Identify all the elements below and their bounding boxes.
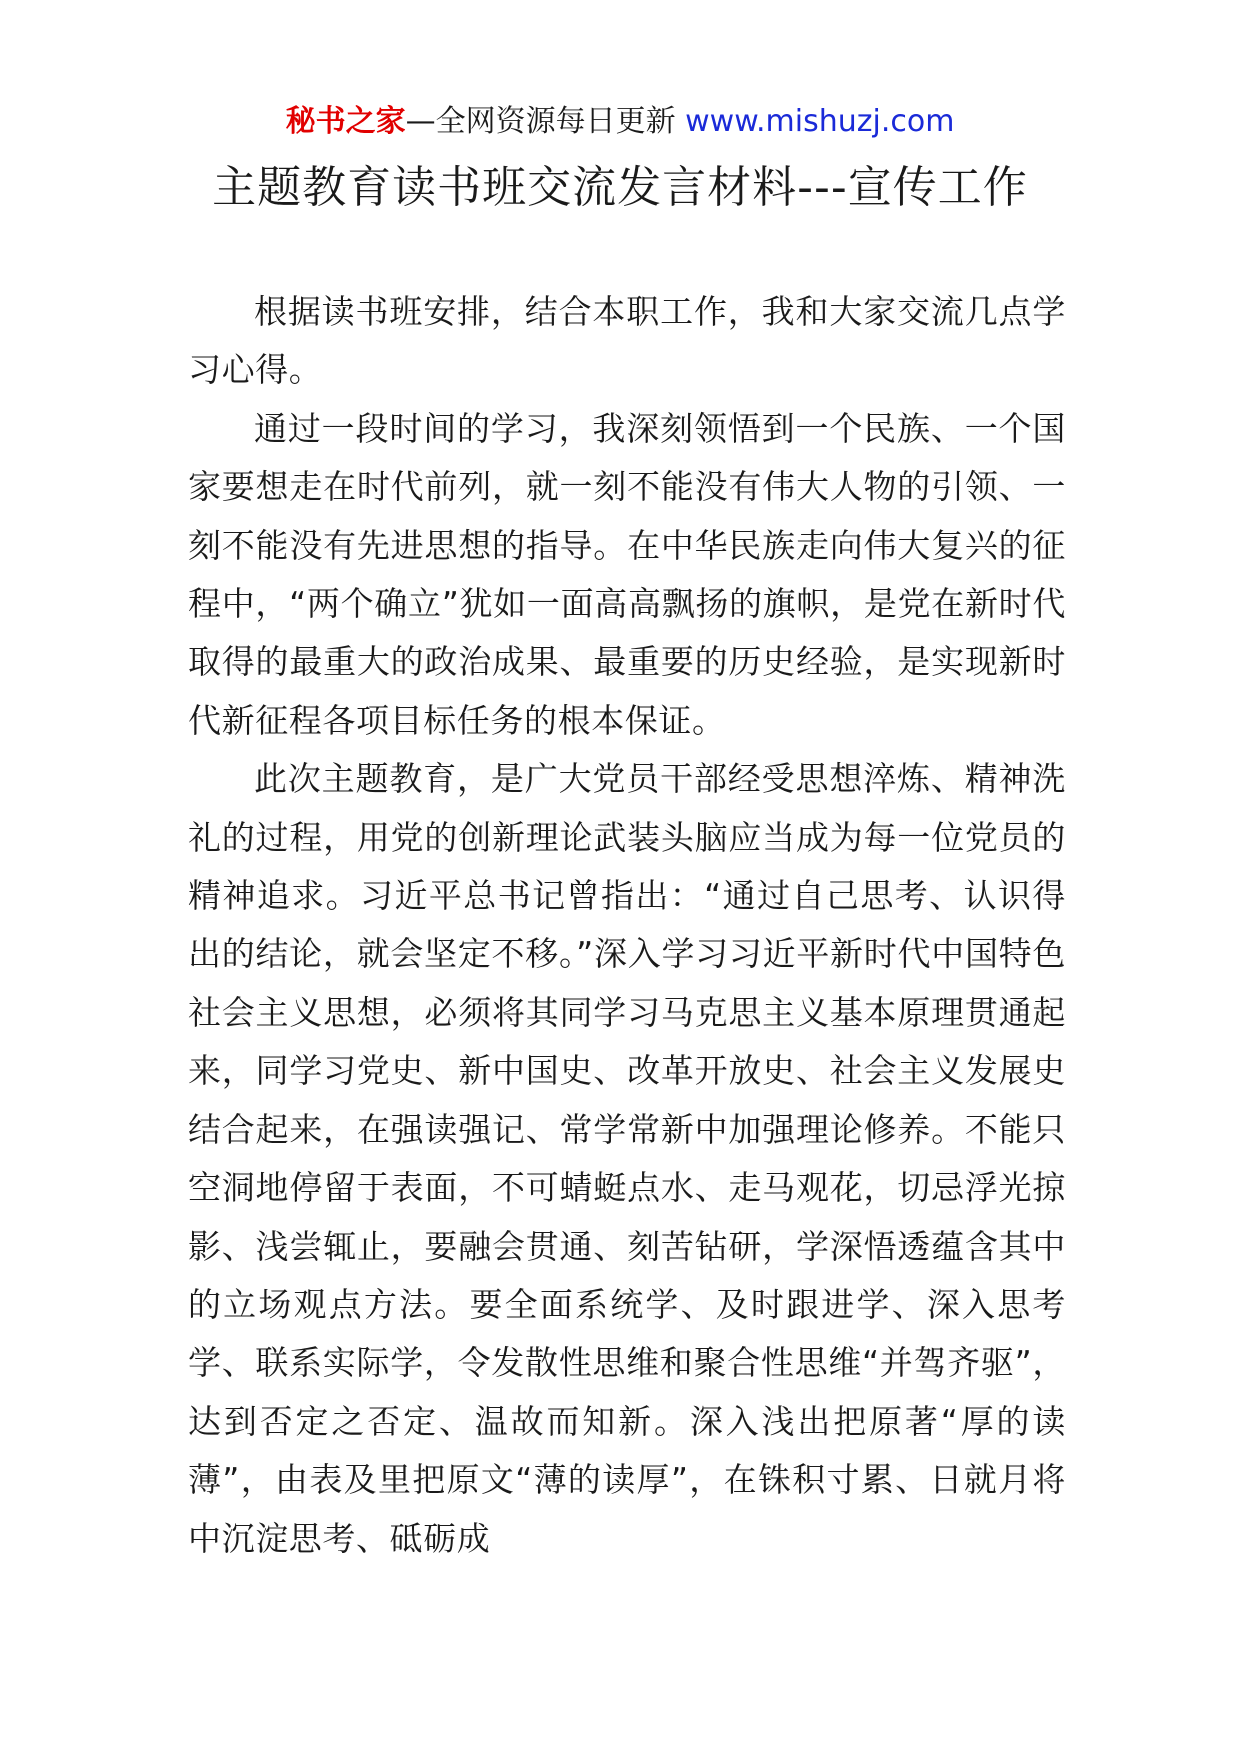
paragraph: 根据读书班安排，结合本职工作，我和大家交流几点学习心得。 [188,292,1066,390]
site-url[interactable]: www.mishuzj.com [685,104,955,139]
header-slogan: —全网资源每日更新 [405,104,686,139]
document-title: 主题教育读书班交流发言材料---宣传工作 [212,162,1028,213]
paragraph: 此次主题教育，是广大党员干部经受思想淬炼、精神洗礼的过程，用党的创新理论武装头脑应当成为每一位党员的精神追求。习近平总书记曾指出：“通过自己思考、认识得出的结论，就会坚定不移。”深入学习习近平新时代中国特色社会主义思想，必须将其同学习马克思主义基本原理贯通起来，同学习党史、新中国史、改革开放史、社会主义发展史结合起来，在强读强记、常学常新中加强理论修养。不能只空洞地停留于表面，不可蜻蜓点水、走马观花，切忌浮光掠影、浅尝辄止，要融会贯通、刻苦钻研，学深悟透蕴含其中的立场观点方法。要全面系统学、及时跟进学、深入思考学、联系实际学，令发散性思维和聚合性思维“并驾齐驱”，达到否定之否定、温故而知新。深入浅出把原著“厚的读薄”，由表及里把原文“薄的读厚”，在铢积寸累、日就月将中沉淀思考、砥砺成 [188,759,1066,1558]
brand-name: 秘书之家 [285,104,406,139]
paragraph: 通过一段时间的学习，我深刻领悟到一个民族、一个国家要想走在时代前列，就一刻不能没有伟大人物的引领、一刻不能没有先进思想的指导。在中华民族走向伟大复兴的征程中，“两个确立”犹如一面高高飘扬的旗帜，是党在新时代取得的最重大的政治成果、最重要的历史经验，是实现新时代新征程各项目标任务的根本保证。 [188,408,1066,740]
document-body [188,283,1066,1568]
site-header [0,102,1240,142]
